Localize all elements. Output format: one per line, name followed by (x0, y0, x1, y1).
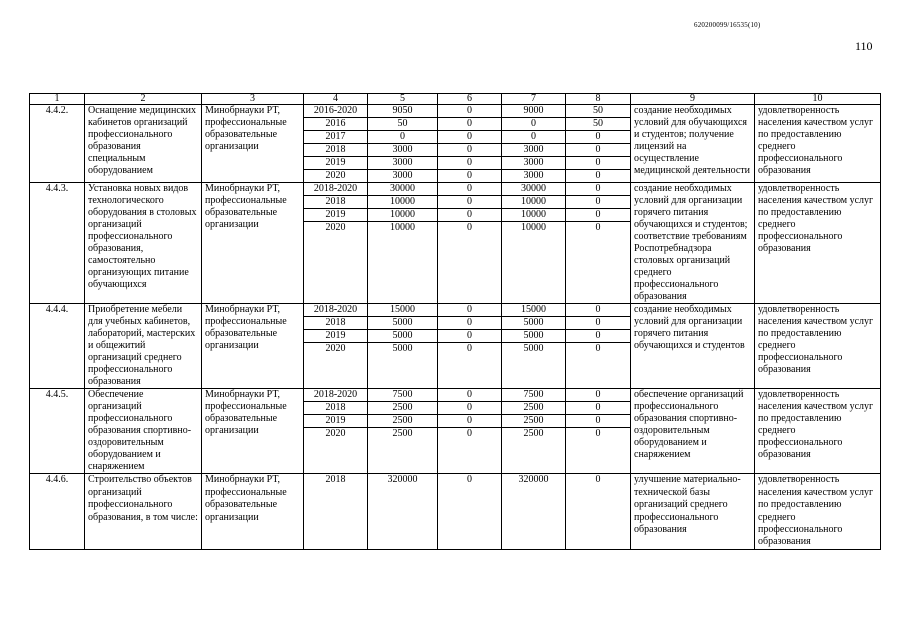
total-cell: 15000 (368, 304, 438, 317)
federal-cell: 0 (438, 170, 502, 183)
item-executor: Минобрнауки РТ, профессиональные образовательные организации (202, 389, 304, 474)
federal-cell: 0 (438, 222, 502, 304)
indicator: удовлетворенность населения качеством услуг по предоставлению среднего профессионального образования (755, 474, 881, 549)
total-cell: 2500 (368, 415, 438, 428)
column-header: 4 (304, 94, 368, 105)
total-cell: 30000 (368, 183, 438, 196)
expected-result: улучшение материально-технической базы организаций среднего профессионального образования (631, 474, 755, 549)
republic-cell: 5000 (502, 343, 566, 389)
column-header: 3 (202, 94, 304, 105)
federal-cell: 0 (438, 209, 502, 222)
page-number: 110 (855, 39, 873, 53)
expected-result: создание необходимых условий для организации горячего питания обучающихся и студентов; соответствие требованиям Роспотребнадзора столовых организаций среднего профессионального образования (631, 183, 755, 304)
total-cell: 10000 (368, 222, 438, 304)
program-table (29, 93, 881, 550)
federal-cell: 0 (438, 183, 502, 196)
year-cell: 2019 (304, 415, 368, 428)
header-row (30, 94, 881, 105)
federal-cell: 0 (438, 389, 502, 402)
item-name: Оснащение медицинских кабинетов организаций профессионального образования специальным оборудованием (85, 105, 202, 183)
republic-cell: 10000 (502, 222, 566, 304)
year-cell: 2018 (304, 474, 368, 549)
other-cell: 0 (566, 222, 631, 304)
other-cell: 0 (566, 183, 631, 196)
total-cell: 10000 (368, 196, 438, 209)
republic-cell: 3000 (502, 144, 566, 157)
federal-cell: 0 (438, 330, 502, 343)
indicator: удовлетворенность населения качеством услуг по предоставлению среднего профессионального образования (755, 105, 881, 183)
item-executor: Минобрнауки РТ, профессиональные образовательные организации (202, 474, 304, 549)
column-header: 10 (755, 94, 881, 105)
federal-cell: 0 (438, 415, 502, 428)
other-cell: 0 (566, 209, 631, 222)
total-cell: 5000 (368, 330, 438, 343)
total-cell: 7500 (368, 389, 438, 402)
federal-cell: 0 (438, 304, 502, 317)
year-cell: 2016 (304, 118, 368, 131)
other-cell: 0 (566, 304, 631, 317)
expected-result: создание необходимых условий для обучающихся и студентов; получение лицензий на осуществление медицинской деятельности (631, 105, 755, 183)
year-cell: 2018-2020 (304, 183, 368, 196)
total-cell: 2500 (368, 402, 438, 415)
republic-cell: 2500 (502, 402, 566, 415)
table-row (30, 183, 881, 196)
republic-cell: 15000 (502, 304, 566, 317)
other-cell: 0 (566, 474, 631, 549)
item-number: 4.4.4. (30, 304, 85, 389)
item-name: Приобретение мебели для учебных кабинетов, лабораторий, мастерских и общежитий организаций среднего профессионального образования (85, 304, 202, 389)
republic-cell: 5000 (502, 330, 566, 343)
federal-cell: 0 (438, 343, 502, 389)
other-cell: 0 (566, 389, 631, 402)
other-cell: 0 (566, 428, 631, 474)
other-cell: 0 (566, 170, 631, 183)
republic-cell: 5000 (502, 317, 566, 330)
total-cell: 9050 (368, 105, 438, 118)
table-row (30, 389, 881, 402)
year-cell: 2020 (304, 343, 368, 389)
item-name: Установка новых видов технологического оборудования в столовых организаций профессионального образования, самостоятельно организующих питание обучающихся (85, 183, 202, 304)
year-cell: 2019 (304, 157, 368, 170)
document-code: 620200099/16535(10) (694, 21, 761, 29)
column-header: 9 (631, 94, 755, 105)
federal-cell: 0 (438, 196, 502, 209)
year-cell: 2018 (304, 317, 368, 330)
expected-result: обеспечение организаций профессионального образования спортивно-оздоровительным оборудованием и снаряжением (631, 389, 755, 474)
other-cell: 0 (566, 196, 631, 209)
year-cell: 2018-2020 (304, 389, 368, 402)
indicator: удовлетворенность населения качеством услуг по предоставлению среднего профессионального образования (755, 304, 881, 389)
republic-cell: 0 (502, 131, 566, 144)
column-header: 5 (368, 94, 438, 105)
republic-cell: 3000 (502, 170, 566, 183)
republic-cell: 30000 (502, 183, 566, 196)
federal-cell: 0 (438, 317, 502, 330)
year-cell: 2020 (304, 222, 368, 304)
item-executor: Минобрнауки РТ, профессиональные образовательные организации (202, 183, 304, 304)
year-cell: 2018 (304, 402, 368, 415)
federal-cell: 0 (438, 118, 502, 131)
republic-cell: 10000 (502, 196, 566, 209)
federal-cell: 0 (438, 157, 502, 170)
item-executor: Минобрнауки РТ, профессиональные образовательные организации (202, 105, 304, 183)
federal-cell: 0 (438, 144, 502, 157)
total-cell: 2500 (368, 428, 438, 474)
item-number: 4.4.6. (30, 474, 85, 549)
item-number: 4.4.2. (30, 105, 85, 183)
expected-result: создание необходимых условий для организации горячего питания обучающихся и студентов (631, 304, 755, 389)
other-cell: 0 (566, 317, 631, 330)
total-cell: 0 (368, 131, 438, 144)
table-row (30, 474, 881, 549)
item-executor: Минобрнауки РТ, профессиональные образовательные организации (202, 304, 304, 389)
total-cell: 320000 (368, 474, 438, 549)
table-row (30, 304, 881, 317)
other-cell: 0 (566, 131, 631, 144)
total-cell: 5000 (368, 343, 438, 389)
year-cell: 2019 (304, 209, 368, 222)
column-header: 7 (502, 94, 566, 105)
total-cell: 3000 (368, 170, 438, 183)
federal-cell: 0 (438, 402, 502, 415)
republic-cell: 320000 (502, 474, 566, 549)
federal-cell: 0 (438, 105, 502, 118)
total-cell: 3000 (368, 157, 438, 170)
total-cell: 10000 (368, 209, 438, 222)
year-cell: 2019 (304, 330, 368, 343)
republic-cell: 2500 (502, 428, 566, 474)
republic-cell: 3000 (502, 157, 566, 170)
year-cell: 2020 (304, 170, 368, 183)
year-cell: 2018 (304, 196, 368, 209)
total-cell: 50 (368, 118, 438, 131)
item-number: 4.4.3. (30, 183, 85, 304)
republic-cell: 0 (502, 118, 566, 131)
other-cell: 50 (566, 105, 631, 118)
column-header: 2 (85, 94, 202, 105)
other-cell: 0 (566, 415, 631, 428)
year-cell: 2018-2020 (304, 304, 368, 317)
federal-cell: 0 (438, 474, 502, 549)
republic-cell: 9000 (502, 105, 566, 118)
year-cell: 2016-2020 (304, 105, 368, 118)
republic-cell: 10000 (502, 209, 566, 222)
total-cell: 3000 (368, 144, 438, 157)
total-cell: 5000 (368, 317, 438, 330)
item-name: Обеспечение организаций профессионального образования спортивно-оздоровительным оборудованием и снаряжением (85, 389, 202, 474)
other-cell: 50 (566, 118, 631, 131)
table-row (30, 105, 881, 118)
other-cell: 0 (566, 343, 631, 389)
year-cell: 2018 (304, 144, 368, 157)
item-number: 4.4.5. (30, 389, 85, 474)
column-header: 1 (30, 94, 85, 105)
year-cell: 2020 (304, 428, 368, 474)
federal-cell: 0 (438, 131, 502, 144)
other-cell: 0 (566, 144, 631, 157)
republic-cell: 2500 (502, 415, 566, 428)
federal-cell: 0 (438, 428, 502, 474)
column-header: 8 (566, 94, 631, 105)
other-cell: 0 (566, 402, 631, 415)
year-cell: 2017 (304, 131, 368, 144)
indicator: удовлетворенность населения качеством услуг по предоставлению среднего профессионального образования (755, 389, 881, 474)
indicator: удовлетворенность населения качеством услуг по предоставлению среднего профессионального образования (755, 183, 881, 304)
table-body (30, 105, 881, 550)
other-cell: 0 (566, 157, 631, 170)
other-cell: 0 (566, 330, 631, 343)
item-name: Строительство объектов организаций профессионального образования, в том числе: (85, 474, 202, 549)
republic-cell: 7500 (502, 389, 566, 402)
column-header: 6 (438, 94, 502, 105)
